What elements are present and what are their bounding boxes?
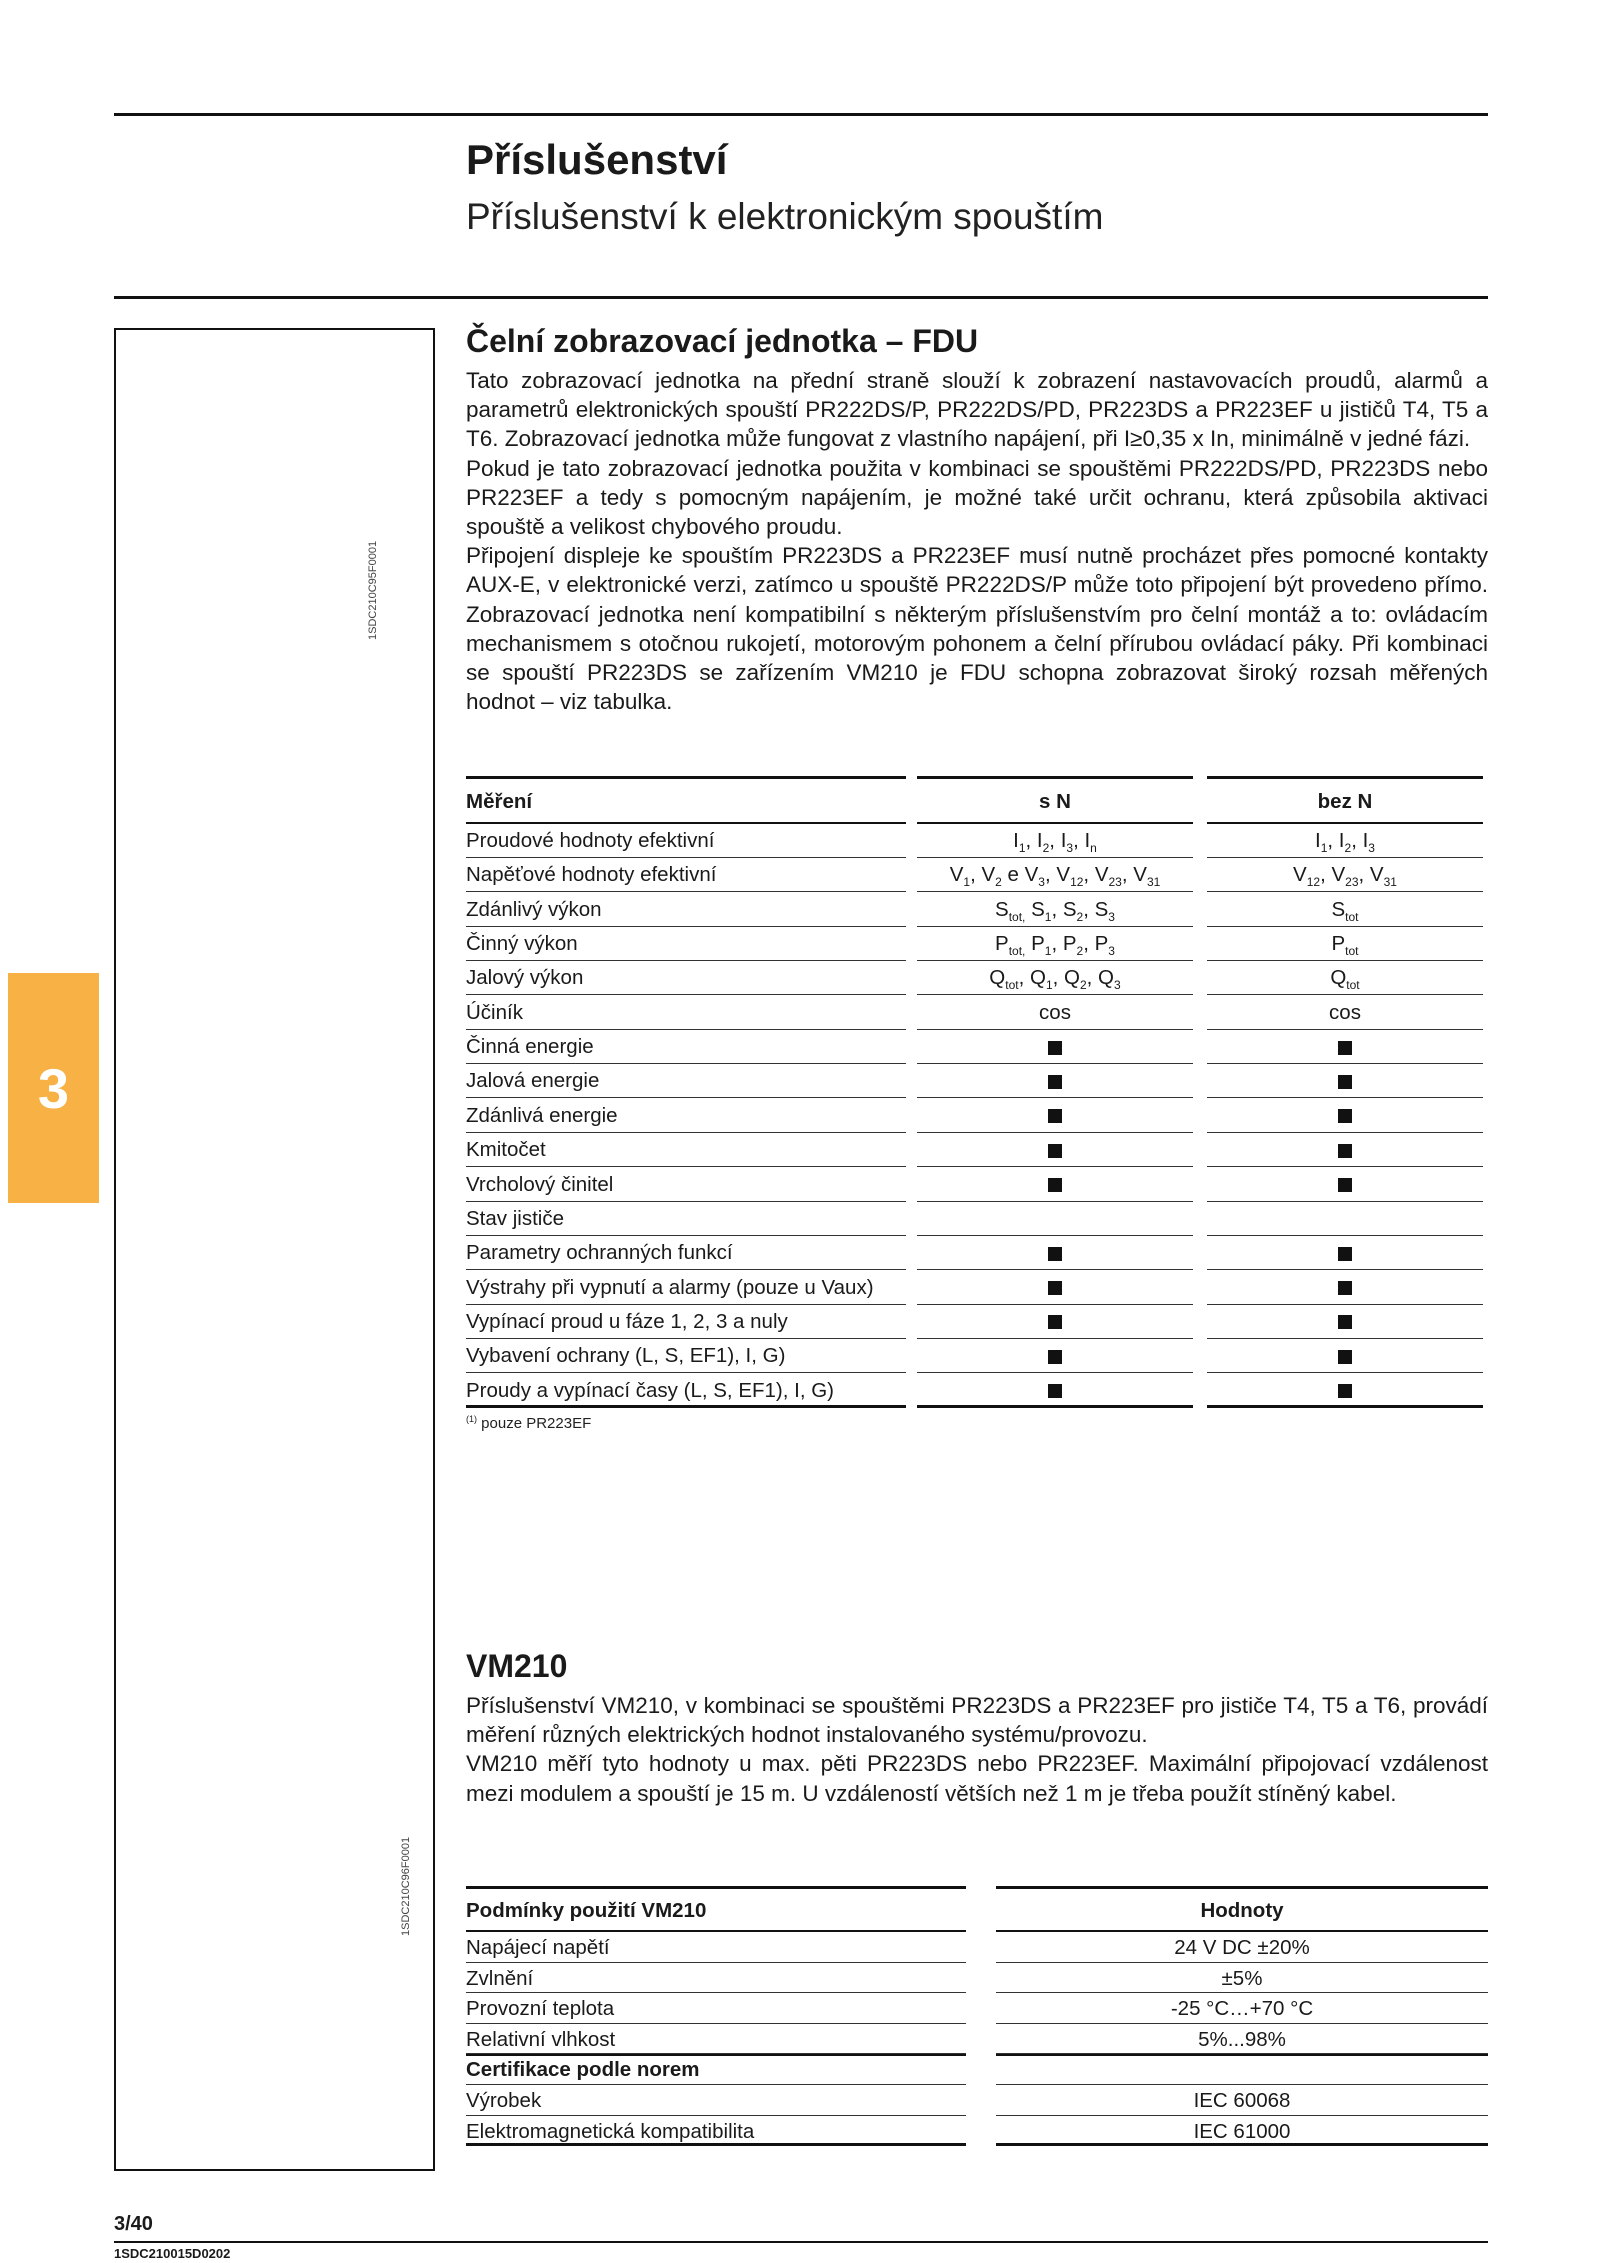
vm210-body	[466, 1691, 1488, 1808]
column-header: Podmínky použití VM210	[466, 1886, 966, 1932]
filled-square-icon	[1048, 1041, 1062, 1055]
table-row	[466, 996, 1488, 1030]
column-header: s N	[917, 776, 1193, 824]
with-n-value: $V_1$, $V_2$ e $V_3$, $V_{12}$, $V_{23}$, $V_{31}$	[917, 858, 1193, 892]
table-row	[466, 927, 1488, 961]
condition-value: 24 V DC ±20%	[996, 1932, 1488, 1963]
paragraph: Tato zobrazovací jednotka na přední straně slouží k zobrazení nastavovacích proudů, alarmů a parametrů elektronických spouští PR222DS/P, PR222DS/PD, PR223DS a PR223EF u jističů T4, T5 a T6. Zobrazovací jednotka může fungovat z vlastního napájení, při I≥0,35 x In, minimálně v jedné fázi.	[466, 368, 1488, 452]
table-row	[466, 1932, 1488, 1963]
section-rule	[114, 296, 1488, 299]
table-row	[466, 2054, 1488, 2085]
subscript: 23	[1345, 875, 1359, 890]
condition-label: Napájecí napětí	[466, 1932, 966, 1963]
fdu-heading: Čelní zobrazovací jednotka – FDU	[466, 323, 979, 359]
filled-square-icon	[1048, 1350, 1062, 1364]
measurement-label: Účiník	[466, 996, 906, 1030]
filled-square-icon	[1048, 1247, 1062, 1261]
footnote-mark: (1)	[466, 1414, 477, 1424]
measurement-label: Vybavení ochrany (L, S, EF1), I, G)	[466, 1339, 906, 1373]
filled-square-icon	[1338, 1041, 1352, 1055]
document-code: 1SDC210015D0202	[114, 2246, 231, 2261]
table-row	[466, 1133, 1488, 1167]
vm210-heading: VM210	[466, 1648, 568, 1684]
subscript: 1	[1044, 909, 1052, 924]
with-n-value	[917, 1374, 1193, 1408]
subscript: 1	[1044, 944, 1052, 959]
chapter-tab[interactable]: 3	[8, 973, 99, 1203]
subscript: 3	[1108, 909, 1115, 924]
subscript: 3	[1368, 841, 1375, 855]
table-row	[466, 1963, 1488, 1994]
measurement-label: Proudové hodnoty efektivní	[466, 824, 906, 858]
filled-square-icon	[1338, 1281, 1352, 1295]
condition-value: IEC 60068	[996, 2085, 1488, 2116]
subscript: 1	[1045, 978, 1053, 993]
subscript: 2	[1344, 841, 1352, 855]
subscript: 1	[1320, 841, 1328, 855]
measurement-label: Činná energie	[466, 1030, 906, 1064]
subscript: 3	[1114, 978, 1121, 993]
subscript: tot	[1345, 909, 1359, 924]
table-row	[466, 1168, 1488, 1202]
subscript: 23	[1108, 875, 1122, 890]
with-n-value	[917, 1030, 1193, 1064]
without-n-value: cos	[1207, 996, 1483, 1030]
filled-square-icon	[1048, 1109, 1062, 1123]
table-row	[466, 2116, 1488, 2147]
with-n-value: cos	[917, 996, 1193, 1030]
subscript: 2	[1076, 944, 1084, 959]
subscript: 3	[1108, 944, 1115, 959]
subscript: 12	[1070, 875, 1084, 890]
measurement-label: Výstrahy při vypnutí a alarmy (pouze u Vaux)	[466, 1271, 906, 1305]
with-n-value	[917, 1202, 1193, 1236]
subscript: 31	[1383, 875, 1397, 890]
filled-square-icon	[1048, 1144, 1062, 1158]
table-row	[466, 893, 1488, 927]
without-n-value: $P_{tot}$	[1207, 927, 1483, 961]
table-row	[466, 1339, 1488, 1373]
table-row	[466, 1374, 1488, 1408]
without-n-value	[1207, 1064, 1483, 1098]
without-n-value	[1207, 1168, 1483, 1202]
with-n-value	[917, 1168, 1193, 1202]
paragraph: Pokud je tato zobrazovací jednotka použita v kombinaci se spouštěmi PR222DS/PD, PR223DS nebo PR223EF a tedy s pomocným napájením, je možné také určit ochranu, která způsobila aktivaci spouště a velikost chybového proudu.	[466, 455, 1488, 540]
paragraph: Příslušenství VM210, v kombinaci se spouštěmi PR223DS a PR223EF pro jističe T4, T5 a T6, provádí měření různých elektrických hodnot instalovaného systému/provozu.	[466, 1693, 1488, 1748]
measurement-label: Kmitočet	[466, 1133, 906, 1167]
paragraph: Připojení displeje ke spouštím PR223DS a PR223EF musí nutně procházet přes pomocné kontakty AUX-E, v elektronické verzi, zatímco u spouště PR222DS/P může toto připojení být provedeno přímo. Zobrazovací jednotka není kompatibilní s některým příslušenstvím pro čelní montáž a to: ovládacím mechanismem s otočnou rukojetí, motorovým pohonem a čelní přírubou ovládací páky. Při kombinaci se spouští PR223DS se zařízením VM210 je FDU schopna zobrazovat široký rozsah měřených hodnot – viz tabulka.	[466, 543, 1488, 715]
table-header-row	[466, 1886, 1488, 1922]
footnote-text: pouze PR223EF	[477, 1415, 592, 1432]
page-title: Příslušenství	[466, 136, 728, 183]
table-row	[466, 1064, 1488, 1098]
measurement-label: Vypínací proud u fáze 1, 2, 3 a nuly	[466, 1305, 906, 1339]
subscript: 3	[1038, 875, 1045, 890]
filled-square-icon	[1048, 1178, 1062, 1192]
footnote	[466, 1414, 591, 1432]
with-n-value	[917, 1064, 1193, 1098]
filled-square-icon	[1338, 1075, 1352, 1089]
image-code: 1SDC210C96F0001	[400, 1836, 412, 1936]
condition-value	[996, 2054, 1488, 2085]
filled-square-icon	[1338, 1384, 1352, 1398]
table-row	[466, 961, 1488, 995]
subscript: 1	[963, 875, 971, 890]
with-n-value	[917, 1133, 1193, 1167]
without-n-value	[1207, 1133, 1483, 1167]
filled-square-icon	[1338, 1315, 1352, 1329]
subscript: tot,	[1008, 909, 1026, 924]
with-n-value	[917, 1271, 1193, 1305]
column-header: bez N	[1207, 776, 1483, 824]
filled-square-icon	[1338, 1247, 1352, 1261]
subscript: 2	[1042, 841, 1050, 855]
condition-label: Certifikace podle norem	[466, 2054, 966, 2085]
condition-label: Relativní vlhkost	[466, 2024, 966, 2055]
table-row	[466, 2024, 1488, 2055]
condition-label: Výrobek	[466, 2085, 966, 2116]
condition-value: IEC 61000	[996, 2116, 1488, 2147]
measurement-label: Zdánlivá energie	[466, 1099, 906, 1133]
condition-value: 5%...98%	[996, 2024, 1488, 2055]
filled-square-icon	[1048, 1075, 1062, 1089]
subscript: 12	[1306, 875, 1321, 890]
table-row	[466, 1305, 1488, 1339]
filled-square-icon	[1338, 1109, 1352, 1123]
subscript: tot	[1005, 978, 1019, 993]
subscript: tot,	[1008, 944, 1026, 959]
page-number: 3/40	[114, 2213, 153, 2235]
subscript: tot	[1345, 944, 1359, 959]
measurement-label: Parametry ochranných funkcí	[466, 1236, 906, 1270]
without-n-value	[1207, 1305, 1483, 1339]
subscript: 1	[1018, 841, 1026, 855]
fdu-body	[466, 366, 1488, 716]
table-row	[466, 1030, 1488, 1064]
filled-square-icon	[1338, 1350, 1352, 1364]
image-code: 1SDC210C95F0001	[367, 540, 379, 640]
without-n-value	[1207, 1030, 1483, 1064]
top-rule	[114, 113, 1488, 116]
without-n-value	[1207, 1202, 1483, 1236]
subscript: 2	[1079, 978, 1087, 993]
measurement-label: Jalový výkon	[466, 961, 906, 995]
measurement-label: Jalová energie	[466, 1064, 906, 1098]
table-row	[466, 1236, 1488, 1270]
subscript: 2	[995, 875, 1002, 890]
filled-square-icon	[1048, 1384, 1062, 1398]
with-n-value	[917, 1236, 1193, 1270]
subscript: 3	[1066, 841, 1074, 855]
without-n-value	[1207, 1339, 1483, 1373]
table-row	[466, 858, 1488, 892]
with-n-value: $P_{tot,}$ $P_1$, $P_2$, $P_3$	[917, 927, 1193, 961]
with-n-value	[917, 1305, 1193, 1339]
without-n-value	[1207, 1374, 1483, 1408]
filled-square-icon	[1338, 1178, 1352, 1192]
table-row	[466, 2085, 1488, 2116]
filled-square-icon	[1048, 1281, 1062, 1295]
condition-label: Provozní teplota	[466, 1993, 966, 2024]
condition-label: Zvlnění	[466, 1963, 966, 1994]
with-n-value: $Q_{tot}$, $Q_1$, $Q_2$, $Q_3$	[917, 961, 1193, 995]
condition-label: Elektromagnetická kompatibilita	[466, 2116, 966, 2147]
measurement-label: Vrcholový činitel	[466, 1168, 906, 1202]
paragraph: VM210 měří tyto hodnoty u max. pěti PR223DS nebo PR223EF. Maximální připojovací vzdálenost mezi modulem a spouští je 15 m. U vzdáleností větších než 1 m je třeba použít stíněný kabel.	[466, 1751, 1488, 1806]
image-frame	[114, 328, 435, 2171]
table-row	[466, 824, 1488, 858]
table-row	[466, 1271, 1488, 1305]
table-row	[466, 1099, 1488, 1133]
with-n-value	[917, 1339, 1193, 1373]
table-row	[466, 1202, 1488, 1236]
subscript: 31	[1146, 875, 1161, 890]
without-n-value: $S_{tot}$	[1207, 893, 1483, 927]
measurement-label: Proudy a vypínací časy (L, S, EF1), I, G)	[466, 1374, 906, 1408]
without-n-value	[1207, 1099, 1483, 1133]
without-n-value	[1207, 1236, 1483, 1270]
filled-square-icon	[1338, 1144, 1352, 1158]
without-n-value: $Q_{tot}$	[1207, 961, 1483, 995]
with-n-value: $I_1$, $I_2$, $I_3$, $I_n$	[917, 824, 1193, 858]
page-subtitle: Příslušenství k elektronickým spouštím	[466, 196, 1104, 237]
subscript: tot	[1346, 978, 1360, 993]
footer-rule	[114, 2241, 1488, 2243]
table-row	[466, 1993, 1488, 2024]
with-n-value: $S_{tot,}$ $S_1$, $S_2$, $S_3$	[917, 893, 1193, 927]
filled-square-icon	[1048, 1315, 1062, 1329]
with-n-value	[917, 1099, 1193, 1133]
without-n-value: $V_{12}$, $V_{23}$, $V_{31}$	[1207, 858, 1483, 892]
measurement-label: Činný výkon	[466, 927, 906, 961]
measurement-label: Stav jističe	[466, 1202, 906, 1236]
measurement-label: Zdánlivý výkon	[466, 893, 906, 927]
subscript: 2	[1076, 909, 1084, 924]
without-n-value	[1207, 1271, 1483, 1305]
column-header: Měření	[466, 776, 906, 824]
table-header-row	[466, 776, 1488, 813]
condition-value: -25 °C…+70 °C	[996, 1993, 1488, 2024]
without-n-value: $I_1$, $I_2$, $I_3$	[1207, 824, 1483, 858]
subscript: n	[1090, 841, 1097, 855]
condition-value: ±5%	[996, 1963, 1488, 1994]
column-header: Hodnoty	[996, 1886, 1488, 1932]
measurement-label: Napěťové hodnoty efektivní	[466, 858, 906, 892]
